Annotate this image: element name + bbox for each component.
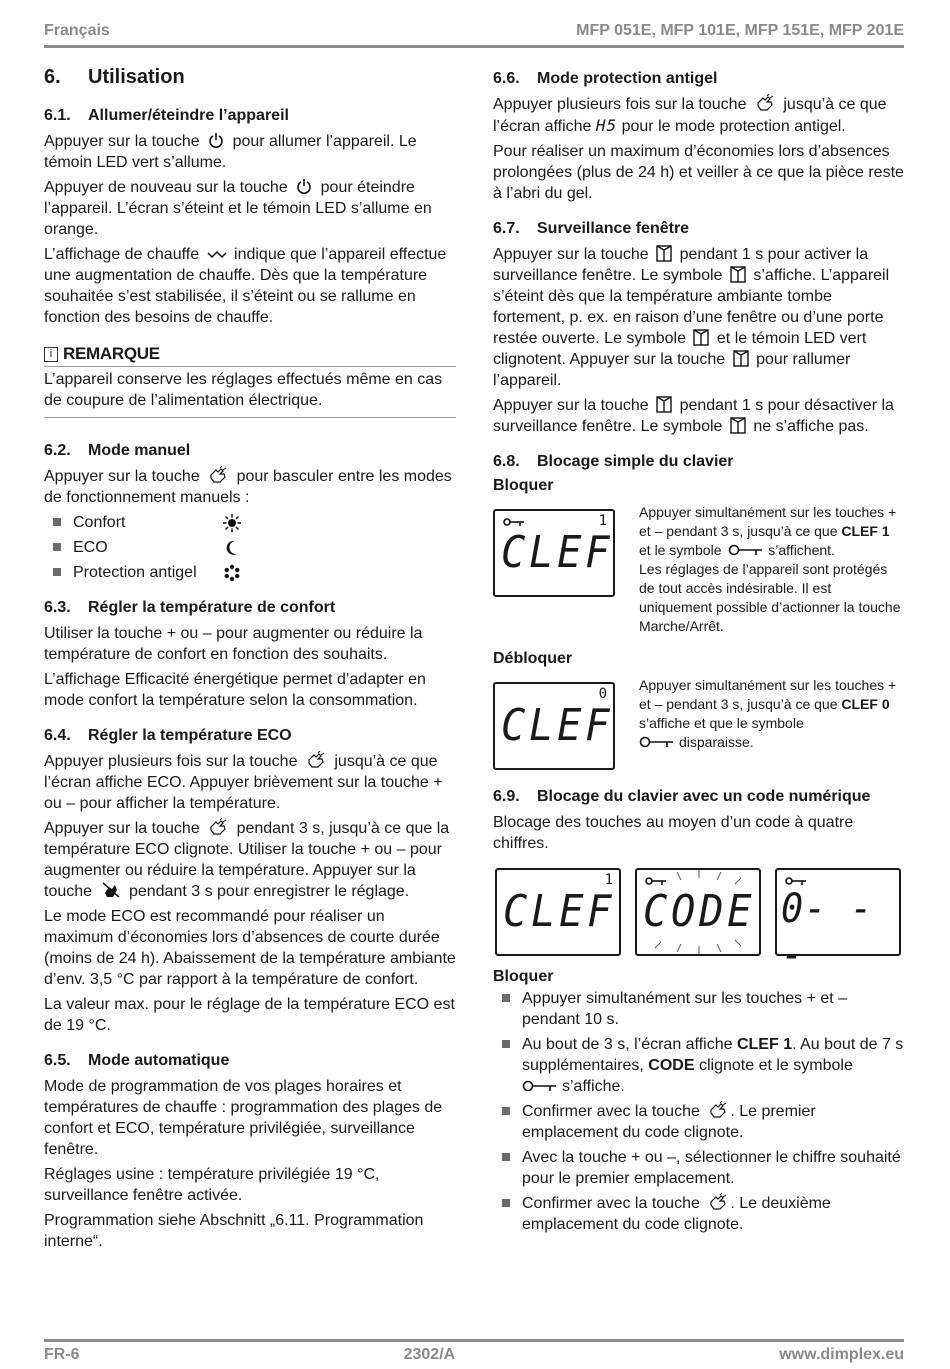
subheading-lock: Bloquer — [493, 968, 554, 985]
power-icon — [296, 178, 312, 194]
section-6-1 — [44, 107, 456, 328]
key-icon — [785, 876, 807, 886]
window-icon — [693, 329, 709, 346]
key-icon — [728, 544, 764, 556]
unlock-instructions: Appuyer simultanément sur les touches + et – pendant 3 s, jusqu’à ce que CLEF 0 s’affiche et que le symbole disparaisse. — [639, 677, 897, 750]
subheading-lock: Bloquer — [493, 477, 554, 494]
paragraph: Mode de programmation de vos plages horaires et températures de chauffe : programmation des plages de confort et ECO, température privilégiée, surveillance fenêtre. — [44, 1078, 443, 1158]
lcd-text: CLEF — [501, 700, 614, 751]
sun-icon — [223, 514, 241, 532]
section-6-2 — [44, 442, 456, 583]
list-item: Confirmer avec la touche . Le premier emplacement du code clignote. — [493, 1101, 905, 1143]
lcd-display — [493, 509, 615, 597]
paragraph: Appuyer sur la touche pendant 3 s, jusqu’à ce que la température ECO clignote. Utiliser la touche + ou – pour augmenter ou réduire la température. Appuyer sur la touche pendant 3 s pour enregistrer le réglage. — [44, 820, 450, 900]
section-heading: 6.4. Régler la température ECO — [44, 727, 292, 744]
lcd-text: CLEF — [503, 886, 616, 937]
section-6-8 — [493, 453, 905, 770]
no-press-icon — [101, 881, 121, 899]
window-icon — [730, 417, 746, 434]
section-heading: 6.2. Mode manuel — [44, 442, 191, 459]
section-heading: 6.8. Blocage simple du clavier — [493, 453, 734, 470]
window-icon — [730, 266, 746, 283]
left-column — [44, 66, 456, 1268]
lock-row — [493, 503, 905, 636]
lcd-code-text: H5 — [595, 116, 618, 135]
paragraph: Appuyer sur la touche pour allumer l’appareil. Le témoin LED vert s’allume. — [44, 133, 417, 171]
page-footer — [44, 1339, 904, 1364]
note-text: L’appareil conserve les réglages effectués même en cas de coupure de l’alimentation électrique. — [44, 371, 443, 409]
section-6-4 — [44, 727, 456, 1036]
list-item: Protection antigel — [44, 562, 456, 583]
paragraph: Utiliser la touche + ou – pour augmenter ou réduire la température de confort en fonction des souhaits. — [44, 625, 423, 663]
info-icon: i — [44, 347, 58, 362]
section-heading: 6.5. Mode automatique — [44, 1052, 230, 1069]
section-heading: 6.3. Régler la température de confort — [44, 599, 336, 616]
lcd-text: CODE — [643, 886, 756, 937]
hand-press-icon — [208, 466, 228, 484]
paragraph: Appuyer plusieurs fois sur la touche jusqu’à ce que l’écran affiche H5 pour le mode protection antigel. — [493, 96, 887, 135]
lcd-display — [493, 682, 615, 770]
lcd-display — [775, 868, 901, 978]
section-6-6 — [493, 70, 905, 204]
paragraph: Appuyer de nouveau sur la touche pour éteindre l’appareil. L’écran s’éteint et le témoin LED s’allume en orange. — [44, 179, 432, 238]
lcd-display — [495, 868, 621, 956]
paragraph: L’affichage de chauffe indique que l’appareil effectue une augmentation de chauffe. Dès que la température souhaitée s’est stabilisée, il s’éteint ou se rallume en fonction des besoins de chauffe. — [44, 246, 447, 326]
heating-wave-icon — [207, 249, 227, 259]
step-list — [493, 988, 905, 1235]
subheading-unlock: Débloquer — [493, 650, 573, 667]
section-heading: 6.1. Allumer/éteindre l’appareil — [44, 107, 289, 124]
paragraph: L’affichage Efficacité énergétique permet d’adapter en mode confort la température selon la consommation. — [44, 671, 426, 709]
paragraph: Appuyer sur la touche pour basculer entre les modes de fonctionnement manuels : — [44, 468, 452, 506]
section-heading: 6.9. Blocage du clavier avec un code numérique — [493, 788, 871, 805]
paragraph: Appuyer plusieurs fois sur la touche jusqu’à ce que l’écran affiche ECO. Appuyer brièvement sur la touche + ou – pour afficher la température. — [44, 753, 443, 812]
paragraph: Appuyer sur la touche pendant 1 s pour activer la surveillance fenêtre. Le symbole s’affiche. L’appareil s’éteint dès que la température ambiante tombe fortement, p. ex. en raison d’une fenêtre ou d’une porte restée ouverte. Le symbole et le témoin LED vert clignotent. Appuyer sur la touche pour rallumer l’appareil. — [493, 246, 890, 389]
model-list: MFP 051E, MFP 101E, MFP 151E, MFP 201E — [576, 22, 904, 39]
list-item: ECO — [44, 537, 456, 558]
paragraph: Le mode ECO est recommandé pour réaliser un maximum d’économies lors d’absences de courte durée (moins de 24 h). Abaissement de la température ambiante d’env. 3,5 °C par rapport à la température de confort. — [44, 908, 456, 988]
section-6-9 — [493, 788, 905, 1235]
power-icon — [208, 132, 224, 148]
hand-press-icon — [208, 818, 228, 836]
lcd-display — [635, 868, 761, 956]
hand-press-icon — [708, 1193, 728, 1211]
unlock-row — [493, 676, 905, 770]
lock-note: Les réglages de l’appareil sont protégés de tout accès indésirable. Il est uniquement possible d’actionner la touche Marche/Arrêt. — [639, 561, 901, 634]
lcd-small-digit: 0 — [598, 686, 607, 702]
window-icon — [656, 396, 672, 413]
list-item: Confirmer avec la touche . Le deuxième emplacement du code clignote. — [493, 1193, 905, 1235]
section-6-7 — [493, 220, 905, 437]
section-6-5 — [44, 1052, 456, 1252]
list-item: Appuyer simultanément sur les touches + et – pendant 10 s. — [493, 988, 905, 1030]
hand-press-icon — [755, 94, 775, 112]
paragraph: Pour réaliser un maximum d’économies lors d’absences prolongées (plus de 24 h) et veiller à ce que la pièce reste à l’abri du gel. — [493, 143, 904, 202]
hand-press-icon — [708, 1101, 728, 1119]
document-version: 2302/A — [403, 1346, 456, 1363]
note-header — [44, 344, 456, 367]
note-title: REMARQUE — [63, 344, 160, 363]
window-icon — [733, 350, 749, 367]
key-icon — [639, 736, 675, 748]
section-heading: 6.6. Mode protection antigel — [493, 70, 718, 87]
note-block — [44, 344, 456, 418]
page-number: FR-6 — [44, 1346, 80, 1363]
right-column — [493, 70, 905, 1241]
moon-icon — [223, 539, 241, 557]
hand-press-icon — [306, 751, 326, 769]
list-item: Avec la touche + ou –, sélectionner le chiffre souhaité pour le premier emplacement. — [493, 1147, 905, 1189]
snowflake-icon — [223, 564, 241, 582]
section-6-heading: 6. Utilisation — [44, 66, 185, 88]
key-icon — [503, 517, 525, 527]
section-heading: 6.7. Surveillance fenêtre — [493, 220, 690, 237]
list-item: Au bout de 3 s, l’écran affiche CLEF 1. Au bout de 7 s supplémentaires, CODE clignote et le symbole s’affiche. — [493, 1034, 905, 1097]
lcd-small-digit: 1 — [598, 513, 607, 529]
paragraph: Blocage des touches au moyen d’un code à quatre chiffres. — [493, 814, 854, 852]
key-icon — [522, 1080, 558, 1092]
lcd-small-digit: 1 — [604, 872, 613, 888]
lcd-text: CLEF — [501, 527, 614, 578]
list-item: Confort — [44, 512, 456, 533]
page-header — [44, 22, 904, 48]
paragraph: Programmation siehe Abschnitt „6.11. Programmation interne“. — [44, 1212, 424, 1250]
language-label: Français — [44, 22, 110, 39]
lock-instructions: Appuyer simultanément sur les touches + et – pendant 3 s, jusqu’à ce que CLEF 1 et le symbole s’affichent. — [639, 504, 897, 558]
paragraph: La valeur max. pour le réglage de la température ECO est de 19 °C. — [44, 996, 455, 1034]
paragraph: Appuyer sur la touche pendant 1 s pour désactiver la surveillance fenêtre. Le symbole ne s’affiche pas. — [493, 397, 894, 435]
section-6-3 — [44, 599, 456, 711]
paragraph: Réglages usine : température privilégiée 19 °C, surveillance fenêtre activée. — [44, 1166, 380, 1204]
window-icon — [656, 245, 672, 262]
website-link[interactable]: www.dimplex.eu — [779, 1346, 904, 1363]
lcd-text: 0- - - — [781, 886, 874, 978]
